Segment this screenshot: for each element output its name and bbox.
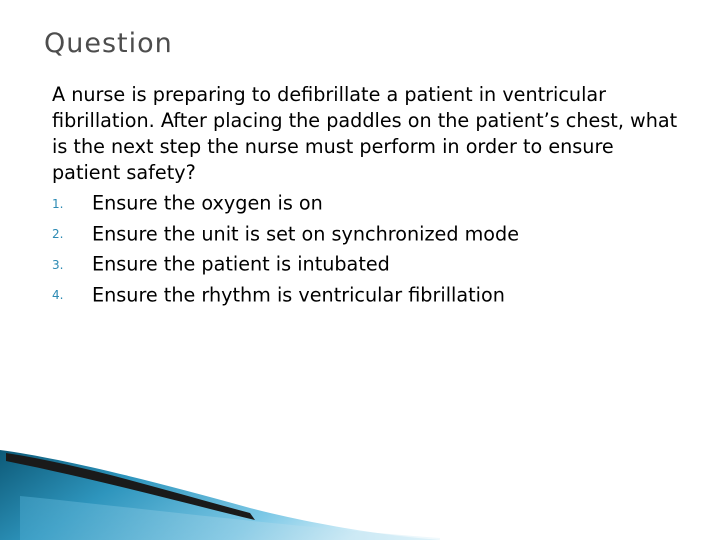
option-number: 4.	[52, 288, 64, 302]
option-text: Ensure the oxygen is on	[92, 191, 323, 215]
option-number: 3.	[52, 257, 64, 272]
answer-option	[52, 249, 519, 280]
answer-option	[52, 280, 519, 311]
option-number: 1.	[52, 196, 64, 211]
option-number: 2.	[52, 227, 64, 241]
slide-title: Question	[44, 28, 173, 59]
option-text: Ensure the patient is intubated	[92, 252, 390, 276]
option-text: Ensure the rhythm is ventricular fibrillation	[92, 283, 505, 306]
answer-option	[52, 188, 519, 219]
answer-options	[52, 188, 519, 310]
option-text: Ensure the unit is set on synchronized mode	[92, 222, 520, 245]
question-text: A nurse is preparing to defibrillate a patient in ventricular fibrillation. After placing the paddles on the patient’s chest, what is the next step the nurse must perform in order to ensure patient safety?	[52, 83, 678, 184]
answer-option	[52, 219, 519, 250]
corner-swoosh-decoration	[0, 450, 440, 540]
